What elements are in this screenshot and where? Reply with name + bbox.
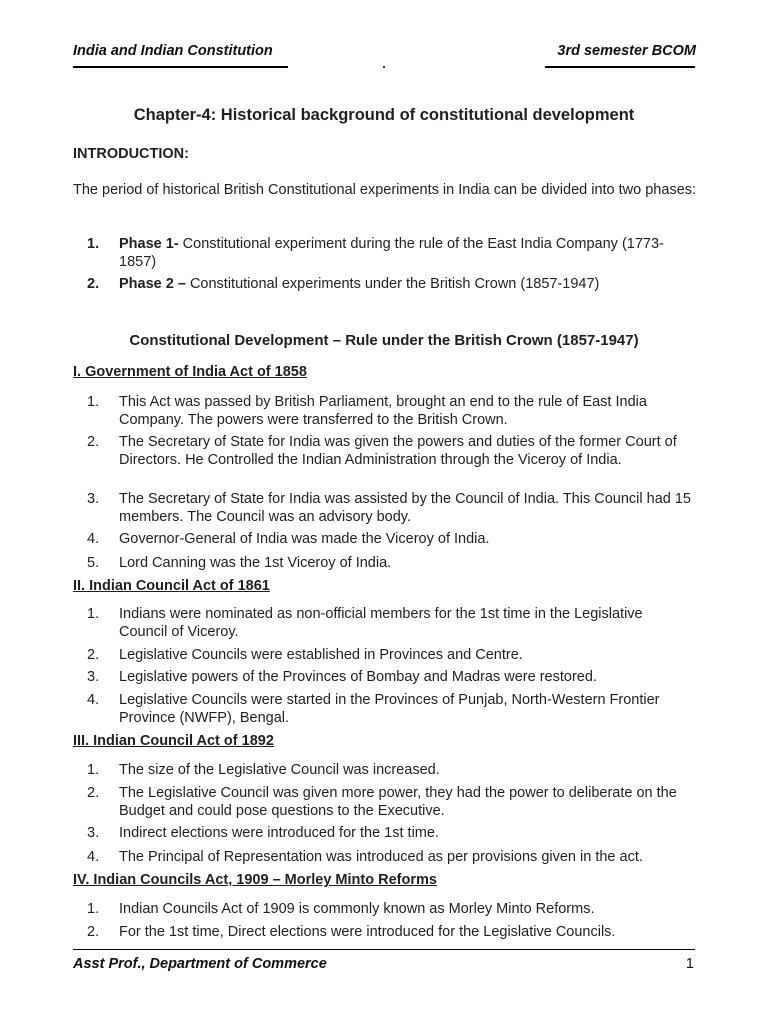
header-semester: 3rd semester BCOM [557, 43, 696, 59]
header-right-rule [545, 66, 695, 68]
list-item [73, 606, 693, 641]
phase-text: Constitutional experiment during the rule of the East India Company (1773-1857) [119, 236, 664, 270]
list-item-number: 3. [87, 669, 100, 685]
list-item-text: The Principal of Representation was introduced as per provisions given in the act. [119, 849, 643, 865]
crown-rule-subheading: Constitutional Development – Rule under the British Crown (1857-1947) [129, 332, 639, 349]
list-item-text: The size of the Legislative Council was increased. [119, 762, 440, 778]
list-item [73, 785, 693, 820]
header-course-title: India and Indian Constitution [73, 43, 273, 59]
footer-rule [73, 949, 695, 950]
header-left-rule [73, 66, 288, 68]
list-item [73, 491, 693, 526]
list-item-text: Lord Canning was the 1st Viceroy of India. [119, 555, 392, 571]
intro-heading: INTRODUCTION: [73, 146, 189, 162]
list-item [73, 901, 693, 919]
section-heading: II. Indian Council Act of 1861 [73, 578, 270, 594]
list-item [73, 924, 693, 942]
list-item-number: 2. [87, 434, 100, 450]
list-item-number: 1. [87, 762, 100, 778]
list-item [73, 825, 693, 843]
list-item-text: Indians were nominated as non-official members for the 1st time in the Legislative Council of Viceroy. [119, 606, 643, 640]
phase-item [73, 276, 673, 294]
list-item-text: Indirect elections were introduced for the 1st time. [119, 825, 439, 841]
phase-text: Constitutional experiments under the British Crown (1857-1947) [185, 276, 600, 292]
phase-label: Phase 2 – [119, 276, 186, 292]
list-item-number: 3. [87, 491, 100, 507]
list-item-text: This Act was passed by British Parliament, brought an end to the rule of East India Company. The powers were transferred to the British Crown. [119, 394, 647, 428]
list-item-text: Indian Councils Act of 1909 is commonly known as Morley Minto Reforms. [119, 901, 595, 917]
list-item [73, 647, 693, 665]
list-item-text: The Legislative Council was given more power, they had the power to deliberate on the Budget and could pose questions to the Executive. [119, 785, 677, 819]
phase-label: Phase 1- [119, 236, 179, 252]
list-item [73, 555, 693, 573]
list-item [73, 394, 693, 429]
header-dot [383, 66, 385, 68]
list-item-number: 1. [87, 394, 100, 410]
list-item [73, 434, 693, 469]
list-item-text: Legislative Councils were established in Provinces and Centre. [119, 647, 523, 663]
list-item-number: 5. [87, 555, 100, 571]
list-item-number: 1. [87, 901, 100, 917]
list-item-text: The Secretary of State for India was given the powers and duties of the former Court of Directors. He Controlled the Indian Administration through the Viceroy of India. [119, 434, 677, 468]
list-item [73, 531, 693, 549]
list-item-number: 4. [87, 531, 100, 547]
list-item [73, 669, 693, 687]
list-item-number: 1. [87, 606, 100, 622]
list-item-text: Legislative Councils were started in the Provinces of Punjab, North-Western Frontier Province (NWFP), Bengal. [119, 692, 660, 726]
list-item-number: 4. [87, 692, 100, 708]
list-item [73, 849, 693, 867]
list-item-number: 2. [87, 647, 100, 663]
phase-item [73, 236, 673, 271]
intro-paragraph: The period of historical British Constitutional experiments in India can be divided into two phases: [73, 182, 697, 198]
list-item-number: 2. [87, 785, 100, 801]
list-item-text: Legislative powers of the Provinces of Bombay and Madras were restored. [119, 669, 597, 685]
list-item-number: 2. [87, 924, 100, 940]
section-heading: IV. Indian Councils Act, 1909 – Morley Minto Reforms [73, 872, 437, 888]
page-number: 1 [685, 956, 694, 972]
section-heading: III. Indian Council Act of 1892 [73, 733, 274, 749]
list-item-text: For the 1st time, Direct elections were introduced for the Legislative Councils. [119, 924, 616, 940]
footer-author: Asst Prof., Department of Commerce [73, 956, 327, 972]
section-heading: I. Government of India Act of 1858 [73, 364, 307, 380]
phase-number: 1. [87, 236, 100, 252]
list-item-text: The Secretary of State for India was assisted by the Council of India. This Council had 15 members. The Council was an advisory body. [119, 491, 691, 525]
list-item [73, 762, 693, 780]
phase-number: 2. [87, 276, 100, 292]
list-item-number: 4. [87, 849, 100, 865]
list-item-text: Governor-General of India was made the Viceroy of India. [119, 531, 490, 547]
list-item-number: 3. [87, 825, 100, 841]
list-item [73, 692, 693, 727]
chapter-title: Chapter-4: Historical background of constitutional development [133, 106, 635, 124]
